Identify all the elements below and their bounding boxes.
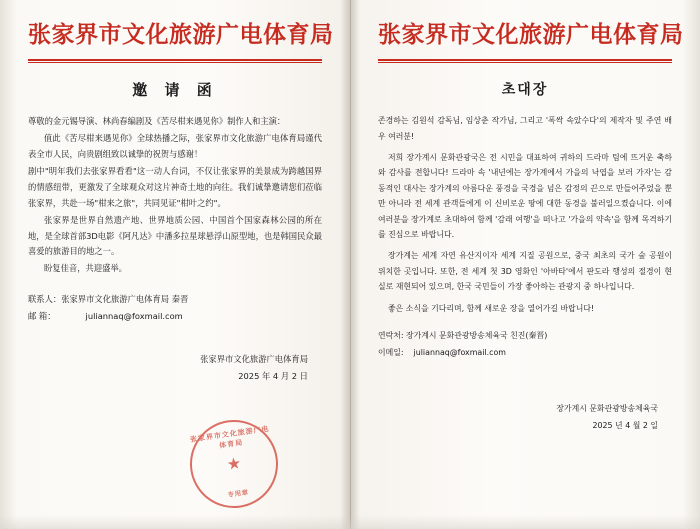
contact-person-value: 장가계시 문화관광방송체육국 친진(秦晋) — [406, 330, 548, 340]
signature-korean — [378, 401, 672, 434]
contact-email-value[interactable]: juliannaq@foxmail.com — [85, 310, 183, 321]
letterhead-rule-thick-left — [28, 59, 322, 61]
paragraph: 盼复佳音，共迎盛举。 — [44, 263, 127, 274]
document-title-chinese: 邀 请 函 — [132, 81, 218, 100]
signature-org: 张家界市文化旅游广电体育局 — [200, 353, 308, 364]
letterhead-rule-thin-right — [378, 62, 672, 63]
seal-star-icon: ★ — [225, 453, 243, 474]
seal-bottom-text: 专用章 — [227, 488, 250, 500]
document-title-korean: 초대장 — [501, 82, 549, 99]
contact-block-korean — [378, 328, 672, 361]
contact-person-label: 联系人： — [28, 294, 62, 305]
contact-person-label: 연락처: — [378, 330, 404, 340]
seal-top-text: 张家界市文化旅游广电体育局 — [189, 424, 270, 450]
contact-mail-label: 邮 箱： — [28, 310, 56, 321]
contact-person-row — [378, 328, 672, 345]
paragraph: 좋은 소식을 기다리며, 함께 새로운 장을 열어가길 바랍니다! — [388, 303, 595, 313]
letterhead-chinese: 张家界市文化旅游广电体育局 — [28, 22, 334, 48]
body-chinese — [28, 114, 322, 277]
paragraph: 尊敬的金元锡导演、林尚春编剧及《苦尽柑来遇见你》制作人和主演： — [28, 116, 286, 127]
paragraph: 剧中"明年我们去张家界看看"这一动人台词，不仅让张家界的美景成为跨越国界的情感纽带，更激发了全球观众对这片神奇土地的向往。我们诚挚邀请您们莅临张家界，共赴一场"柑来之旅"，共同见证"柑叶之约"。 — [28, 165, 322, 208]
contact-block-chinese — [28, 291, 322, 324]
contact-email-value[interactable]: juliannaq@foxmail.com — [413, 347, 506, 357]
signature-org: 장가계시 문화관광방송체육국 — [556, 404, 658, 414]
letter-korean — [350, 0, 700, 529]
page-divider — [350, 0, 351, 529]
signature-chinese — [28, 351, 322, 386]
letterhead-korean: 张家界市文化旅游广电体育局 — [378, 22, 684, 48]
paragraph: 张家界是世界自然遗产地、世界地质公园、中国首个国家森林公园的所在地，是全球首部3D电影《阿凡达》中潘多拉星球悬浮山原型地，也是韩国民众最喜爱的旅游目的地之一。 — [28, 214, 322, 257]
official-seal-stamp — [184, 414, 283, 513]
body-korean — [378, 113, 672, 316]
contact-person-row — [28, 291, 322, 308]
signature-date: 2025 年 4 月 2 日 — [238, 370, 308, 381]
contact-person-value: 张家界市文化旅游广电体育局 秦晋 — [61, 294, 189, 305]
paragraph: 장가계는 세계 자연 유산지이자 세계 지질 공원으로, 중국 최초의 국가 숲 공원이 위치한 곳입니다. 또한, 전 세계 첫 3D 영화인 '아바타'에서 판도라 행성의 절경이 현실로 재현되어 있으며, 한국 국민들이 가장 좋아하는 관광지 중 하나입니다. — [378, 251, 672, 292]
contact-mail-label: 이메일: — [378, 347, 404, 357]
signature-date: 2025 년 4 월 2 일 — [592, 420, 658, 430]
paragraph: 저희 장가계시 문화관광국은 전 시민을 대표하여 귀하의 드라마 팀에 뜨거운 축하와 감사를 전합니다! 드라마 속 '내년에는 장가계에서 가을의 낙엽을 보러 가자'는 감동적인 대사는 장가계의 아름다운 풍경을 국경을 넘은 감정의 끈으로 만들어주었을 뿐만 아니라 전 세계 관객들에게 이 신비로운 땅에 대한 동경을 불러일으켰습니다. 이에 여러분을 장가계로 초대하여 함께 '감래 여행'을 떠나고 '가을의 약속'을 함께 목격하기를 진심으로 바랍니다. — [378, 152, 672, 239]
contact-mail-row — [378, 345, 672, 362]
paragraph: 존경하는 김원석 감독님, 임상춘 작가님, 그리고 '폭싹 속았수다'의 제작자 및 주연 배우 여러분! — [378, 116, 672, 141]
letterhead-rule-thick-right — [378, 59, 672, 61]
paragraph: 值此《苦尽柑来遇见你》全球热播之际，张家界市文化旅游广电体育局谨代表全市人民，向贵剧组致以诚挚的祝贺与感谢！ — [28, 133, 322, 159]
letterhead-rule-thin-left — [28, 62, 322, 63]
contact-mail-row — [28, 308, 322, 325]
